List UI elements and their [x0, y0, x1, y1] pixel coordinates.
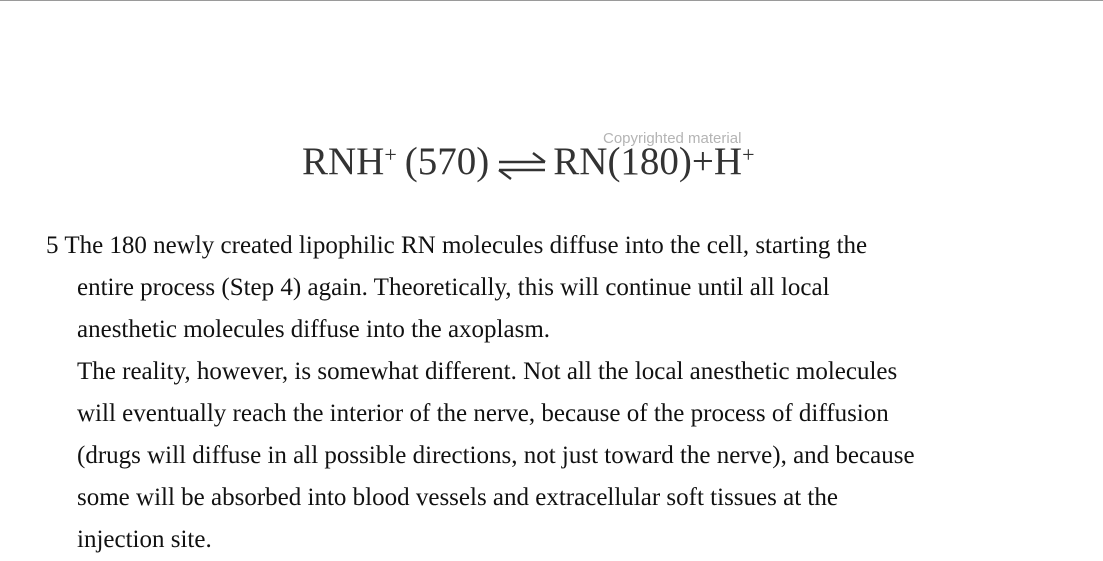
product-count: (180) — [607, 140, 692, 183]
reactant-formula: RNH — [302, 140, 385, 183]
paragraph-line: some will be absorbed into blood vessels and extracellular soft tissues at the — [77, 484, 838, 511]
paragraph-line: The reality, however, is somewhat different. Not all the local anesthetic molecules — [77, 358, 898, 385]
top-rule — [0, 0, 1103, 1]
paragraph-line: (drugs will diffuse in all possible directions, not just toward the nerve), and because — [77, 442, 915, 469]
paragraph-line: injection site. — [77, 526, 212, 553]
product-formula: RN — [553, 140, 608, 183]
equilibrium-arrow-icon — [495, 145, 549, 185]
paragraph-line: 5 The 180 newly created lipophilic RN molecules diffuse into the cell, starting the — [46, 232, 868, 259]
equilibrium-equation: RNH + (570) RN (180) + H + — [302, 136, 755, 188]
paragraph-line: will eventually reach the interior of the nerve, because of the process of diffusion — [77, 400, 889, 427]
step-number: 5 — [46, 232, 59, 259]
copyright-watermark: Copyrighted material — [603, 130, 742, 147]
paragraph-line: entire process (Step 4) again. Theoretically, this will continue until all local — [77, 274, 830, 301]
reactant-count: (570) — [404, 140, 490, 183]
plus-sign: + — [691, 140, 714, 183]
hydrogen-ion: H — [713, 140, 743, 183]
paragraph-line: anesthetic molecules diffuse into the axoplasm. — [77, 316, 551, 343]
step-5-paragraph — [46, 225, 1066, 561]
